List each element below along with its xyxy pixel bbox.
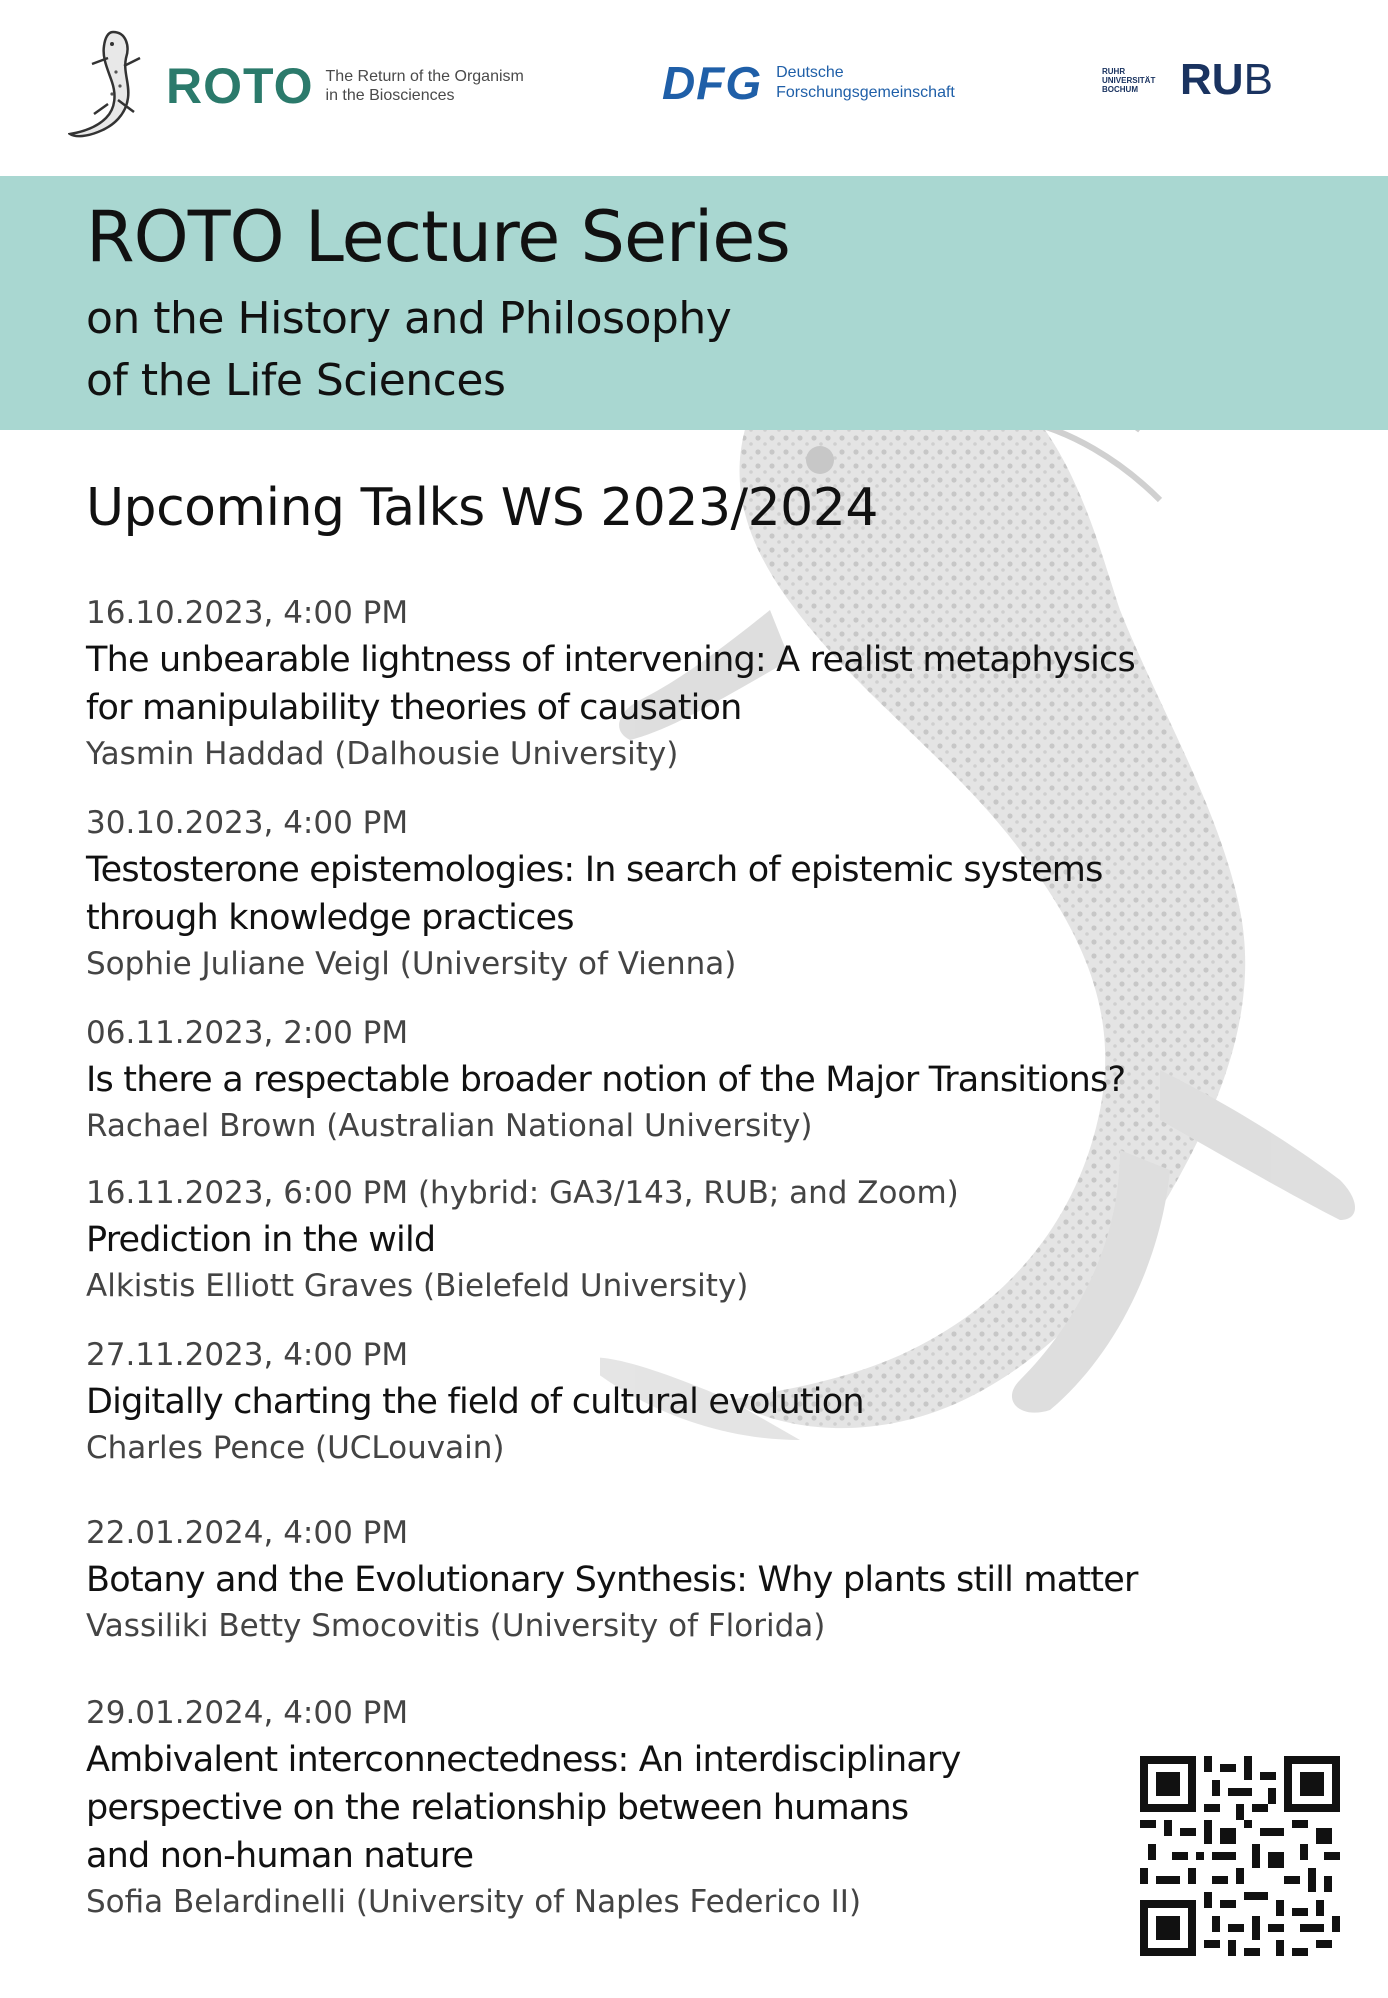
roto-logo — [68, 28, 566, 143]
talk-item — [86, 590, 1286, 776]
talk-title-line: perspective on the relationship between humans — [86, 1788, 909, 1828]
talk-item — [86, 1332, 1286, 1470]
title-banner — [0, 176, 1388, 430]
talk-date: 29.01.2024, 4:00 PM — [86, 1695, 409, 1731]
talk-title-line: Botany and the Evolutionary Synthesis: Why plants still matter — [86, 1560, 1138, 1600]
talk-speaker: Vassiliki Betty Smocovitis (University of Florida) — [86, 1608, 826, 1644]
rub-small-line3: BOCHUM — [1102, 84, 1138, 94]
dfg-tagline — [776, 63, 955, 103]
talk-title-line: Ambivalent interconnectedness: An interdisciplinary — [86, 1740, 961, 1780]
roto-tagline-line1: The Return of the Organism — [325, 67, 524, 85]
talk-title — [86, 636, 1286, 732]
talk-title-line: Prediction in the wild — [86, 1220, 436, 1260]
talk-item — [86, 1010, 1286, 1148]
header-logos — [0, 0, 1388, 175]
rub-small-line2: UNIVERSITÄT — [1102, 75, 1156, 85]
dfg-tagline-line1: Deutsche — [776, 64, 844, 81]
talk-speaker: Charles Pence (UCLouvain) — [86, 1430, 505, 1466]
talk-title — [86, 1556, 1286, 1604]
page-title: ROTO Lecture Series — [86, 196, 790, 278]
talk-title-line: and non-human nature — [86, 1836, 474, 1876]
talk-date: 27.11.2023, 4:00 PM — [86, 1337, 409, 1373]
talk-date: 16.11.2023, 6:00 PM (hybrid: GA3/143, RUB; and Zoom) — [86, 1175, 959, 1211]
talk-speaker: Rachael Brown (Australian National University) — [86, 1108, 813, 1144]
rub-wordmark-ru: RU — [1180, 55, 1244, 104]
roto-wordmark: ROTO — [166, 57, 314, 114]
rub-wordmark — [1180, 55, 1273, 105]
talk-speaker: Sofia Belardinelli (University of Naples Federico II) — [86, 1884, 862, 1920]
dfg-wordmark: DFG — [662, 57, 763, 109]
talk-speaker: Yasmin Haddad (Dalhousie University) — [86, 736, 679, 772]
rub-logo — [1102, 55, 1273, 105]
page-subtitle — [86, 288, 731, 412]
talk-title-line: The unbearable lightness of intervening: A realist metaphysics — [86, 640, 1135, 680]
talk-date: 06.11.2023, 2:00 PM — [86, 1015, 409, 1051]
talk-date: 16.10.2023, 4:00 PM — [86, 595, 409, 631]
roto-tagline-line2: in the Biosciences — [325, 86, 455, 104]
talk-title — [86, 1378, 1286, 1426]
rub-wordmark-b: B — [1243, 55, 1273, 104]
talk-item — [86, 800, 1286, 986]
talk-title-line: Testosterone epistemologies: In search of epistemic systems — [86, 850, 1103, 890]
rub-small-text — [1102, 67, 1180, 94]
talk-date: 30.10.2023, 4:00 PM — [86, 805, 409, 841]
talk-title — [86, 846, 1286, 942]
dfg-tagline-line2: Forschungsgemeinschaft — [776, 84, 955, 101]
talk-title-line: through knowledge practices — [86, 898, 574, 938]
salamander-icon — [68, 28, 158, 143]
roto-tagline — [326, 67, 566, 105]
talk-speaker: Sophie Juliane Veigl (University of Vienna) — [86, 946, 737, 982]
rub-small-line1: RUHR — [1102, 66, 1126, 76]
talk-title-line: Digitally charting the field of cultural evolution — [86, 1382, 864, 1422]
talk-title-line: Is there a respectable broader notion of the Major Transitions? — [86, 1060, 1126, 1100]
talk-title — [86, 1056, 1286, 1104]
talk-title — [86, 1736, 1286, 1880]
subtitle-line2: of the Life Sciences — [86, 355, 506, 406]
section-heading: Upcoming Talks WS 2023/2024 — [86, 478, 878, 538]
talk-item — [86, 1690, 1286, 1924]
dfg-logo — [662, 56, 955, 110]
talk-item — [86, 1510, 1286, 1648]
subtitle-line1: on the History and Philosophy — [86, 293, 732, 344]
talk-title — [86, 1216, 1286, 1264]
qr-code[interactable] — [1140, 1756, 1340, 1956]
talk-speaker: Alkistis Elliott Graves (Bielefeld University) — [86, 1268, 749, 1304]
talk-item — [86, 1170, 1286, 1308]
talk-title-line: for manipulability theories of causation — [86, 688, 742, 728]
talk-date: 22.01.2024, 4:00 PM — [86, 1515, 409, 1551]
